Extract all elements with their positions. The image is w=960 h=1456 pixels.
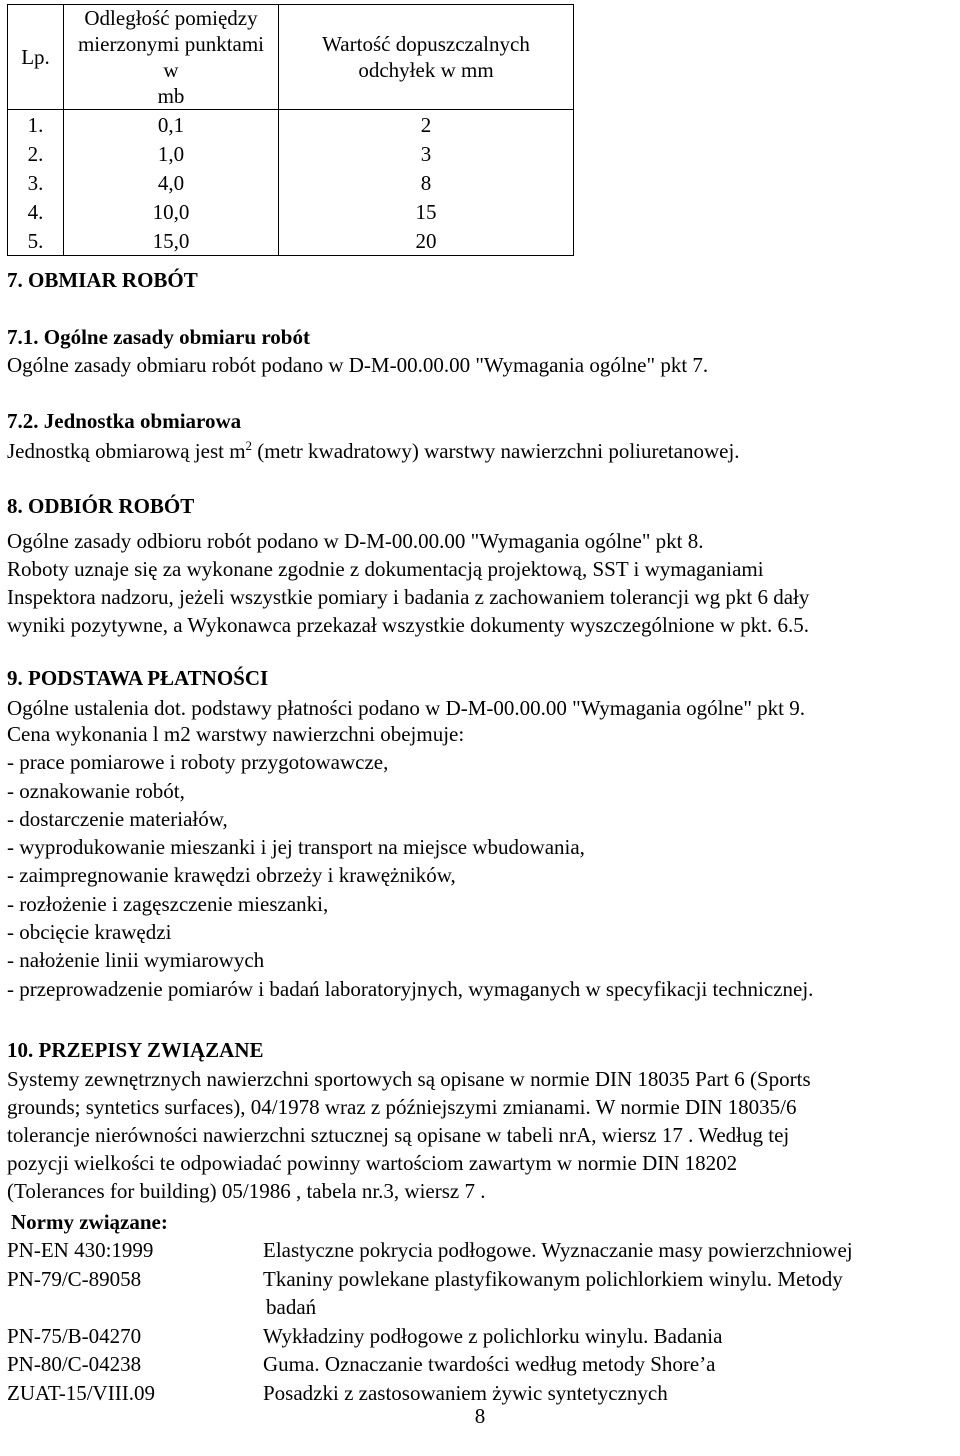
- norm-row: [7, 1379, 960, 1408]
- cell-lp: 4.: [8, 197, 64, 226]
- norm-description: [263, 1236, 960, 1265]
- section-10-line: pozycji wielkości te odpowiadać powinny wartościom zawartym w normie DIN 18202: [7, 1151, 738, 1175]
- list-item: - nałożenie linii wymiarowych: [7, 948, 265, 973]
- norm-description: [263, 1379, 960, 1408]
- cell-tolerance: 3: [279, 139, 574, 168]
- cell-distance: 15,0: [64, 226, 279, 256]
- norm-description-line: badań: [266, 1295, 317, 1319]
- table-row: [8, 139, 574, 168]
- section-8-body: [7, 527, 955, 639]
- table-row: [8, 226, 574, 256]
- list-item: - obcięcie krawędzi: [7, 920, 172, 945]
- list-item: - wyprodukowanie mieszanki i jej transport na miejsce wbudowania,: [7, 835, 585, 860]
- header-distance-line-1: Odległość pomiędzy: [84, 6, 258, 30]
- section-8-heading: 8. ODBIÓR ROBÓT: [7, 494, 195, 518]
- header-tolerance: [279, 5, 574, 110]
- section-9-body: [7, 694, 955, 722]
- norm-description-line: Wykładziny podłogowe z polichlorku winylu. Badania: [263, 1323, 723, 1348]
- header-distance: [64, 5, 279, 110]
- section-8-line: Roboty uznaje się za wykonane zgodnie z dokumentacją projektową, SST i wymaganiami: [7, 557, 764, 581]
- section-10-line: Systemy zewnętrznych nawierzchni sportowych są opisane w normie DIN 18035 Part 6 (Sports: [7, 1067, 811, 1091]
- cell-lp: 3.: [8, 168, 64, 197]
- tolerance-table: [7, 4, 574, 256]
- section-7-2-heading: 7.2. Jednostka obmiarowa: [7, 409, 242, 433]
- table-row: [8, 168, 574, 197]
- norm-code: PN-79/C-89058: [7, 1266, 142, 1291]
- norms-list: [7, 1236, 960, 1407]
- norm-code: ZUAT-15/VIII.09: [7, 1380, 155, 1405]
- section-7-2-text: [7, 437, 740, 465]
- norm-code: PN-EN 430:1999: [7, 1238, 154, 1262]
- cell-lp: 5.: [8, 226, 64, 256]
- cell-tolerance: 20: [279, 226, 574, 256]
- header-tolerance-line-1: Wartość dopuszczalnych: [322, 32, 530, 56]
- list-item: - rozłożenie i zagęszczenie mieszanki,: [7, 891, 329, 916]
- section-8-line: Ogólne zasady odbioru robót podano w D-M-00.00.00 "Wymagania ogólne" pkt 8.: [7, 529, 704, 553]
- section-9-list: [7, 720, 813, 1003]
- norm-row: [7, 1350, 960, 1379]
- table-row: [8, 110, 574, 140]
- section-10-line: grounds; syntetics surfaces), 04/1978 wraz z późniejszymi zmianami. W normie DIN 18035/6: [7, 1095, 797, 1119]
- section-8-line: Inspektora nadzoru, jeżeli wszystkie pomiary i badania z zachowaniem tolerancji wg pkt 6 dały: [7, 585, 810, 609]
- norm-code: PN-75/B-04270: [7, 1323, 142, 1348]
- cell-lp: 2.: [8, 139, 64, 168]
- header-tolerance-line-2: odchyłek w mm: [358, 58, 494, 82]
- list-item: - zaimpregnowanie krawędzi obrzeży i krawężników,: [7, 863, 456, 888]
- norm-description-line: Posadzki z zastosowaniem żywic syntetycznych: [263, 1380, 668, 1405]
- list-item: - oznakowanie robót,: [7, 778, 185, 803]
- section-7-2-text-b: (metr kwadratowy) warstwy nawierzchni poliuretanowej.: [252, 439, 740, 463]
- header-distance-line-2: mierzonymi punktami w: [77, 32, 265, 82]
- section-7-heading: 7. OBMIAR ROBÓT: [7, 268, 198, 292]
- norm-row: [7, 1236, 960, 1265]
- page-number: 8: [474, 1404, 486, 1428]
- norm-description-line: Tkaniny powlekane plastyfikowanym polichlorkiem winylu. Metody: [263, 1266, 843, 1291]
- section-10-body: [7, 1065, 955, 1205]
- cell-distance: 1,0: [64, 139, 279, 168]
- norms-heading: Normy związane:: [11, 1210, 168, 1234]
- table-header-row: [8, 5, 574, 110]
- cell-distance: 0,1: [64, 110, 279, 140]
- cell-tolerance: 15: [279, 197, 574, 226]
- list-item: - przeprowadzenie pomiarów i badań laboratoryjnych, wymaganych w specyfikacji technicznej.: [7, 976, 814, 1001]
- unit-exponent: 2: [245, 438, 253, 453]
- section-10-line: tolerancje nierówności nawierzchni sztucznej są opisane w tabeli nrA, wiersz 17 . Według tej: [7, 1123, 790, 1147]
- section-7-1-heading: 7.1. Ogólne zasady obmiaru robót: [7, 325, 310, 349]
- section-8-line: wyniki pozytywne, a Wykonawca przekazał wszystkie dokumenty wyszczególnione w pkt. 6.5.: [7, 613, 809, 637]
- cell-distance: 10,0: [64, 197, 279, 226]
- norm-description: [263, 1350, 960, 1379]
- norm-row: [7, 1322, 960, 1351]
- section-10-line: (Tolerances for building) 05/1986 , tabela nr.3, wiersz 7 .: [7, 1179, 486, 1203]
- norm-description-line: Guma. Oznaczanie twardości według metody Shore’a: [263, 1352, 716, 1376]
- section-10-heading: 10. PRZEPISY ZWIĄZANE: [7, 1038, 264, 1062]
- cell-distance: 4,0: [64, 168, 279, 197]
- section-7-1-text: Ogólne zasady obmiaru robót podano w D-M-00.00.00 "Wymagania ogólne" pkt 7.: [7, 353, 709, 377]
- norm-row: [7, 1265, 960, 1322]
- list-item: - dostarczenie materiałów,: [7, 806, 228, 831]
- norm-description: [263, 1322, 960, 1351]
- section-9-heading: 9. PODSTAWA PŁATNOŚCI: [7, 666, 269, 690]
- norm-code: PN-80/C-04238: [7, 1352, 142, 1376]
- section-9-line: Ogólne ustalenia dot. podstawy płatności podano w D-M-00.00.00 "Wymagania ogólne" pkt 9.: [7, 696, 805, 720]
- cell-tolerance: 8: [279, 168, 574, 197]
- header-lp: Lp.: [8, 5, 64, 110]
- list-item: Cena wykonania l m2 warstwy nawierzchni obejmuje:: [7, 722, 465, 746]
- norm-description-line: Elastyczne pokrycia podłogowe. Wyznaczanie masy powierzchniowej: [263, 1238, 853, 1262]
- cell-lp: 1.: [8, 110, 64, 140]
- header-distance-line-3: mb: [157, 84, 185, 108]
- norm-description: [263, 1265, 960, 1322]
- cell-tolerance: 2: [279, 110, 574, 140]
- table-row: [8, 197, 574, 226]
- section-7-2-text-a: Jednostką obmiarową jest m: [7, 439, 246, 463]
- list-item: - prace pomiarowe i roboty przygotowawcze,: [7, 750, 389, 775]
